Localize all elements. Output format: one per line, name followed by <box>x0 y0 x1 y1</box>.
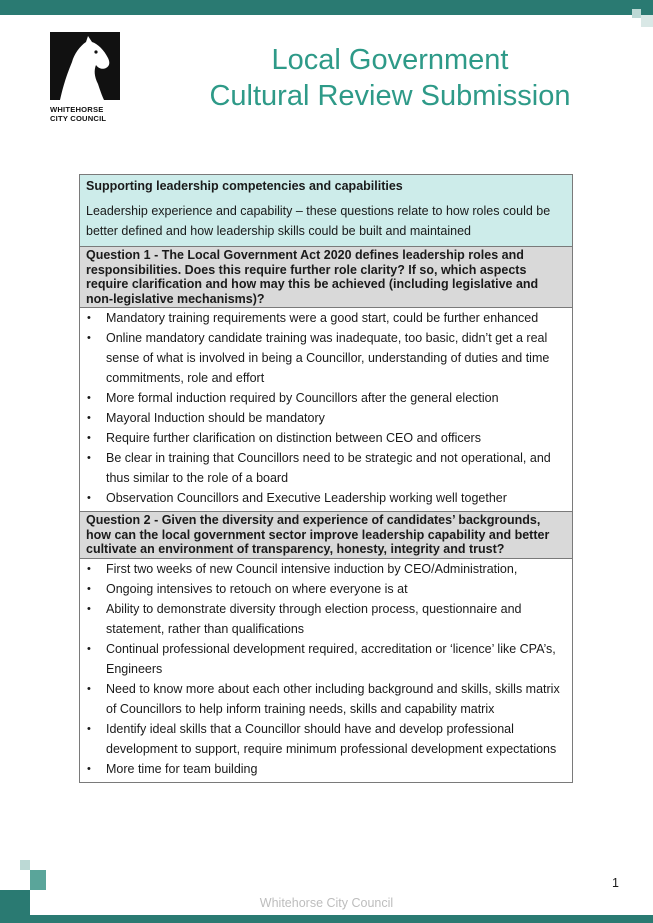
list-item: • First two weeks of new Council intensive induction by CEO/Administration, <box>86 559 566 579</box>
list-item: • Mandatory training requirements were a good start, could be further enhanced <box>86 308 566 328</box>
title-line-1: Local Government <box>271 44 509 76</box>
logo-name-line1: WHITEHORSE <box>50 105 104 114</box>
horse-head-icon <box>50 32 120 100</box>
logo-name-line2: CITY COUNCIL <box>50 114 107 123</box>
list-item: • More formal induction required by Councillors after the general election <box>86 388 566 408</box>
bottom-decor-bar <box>30 915 653 923</box>
submission-table <box>79 174 573 783</box>
title-line-2: Cultural Review Submission <box>209 80 571 112</box>
decor-square <box>641 15 653 27</box>
list-item: • Require further clarification on distinction between CEO and officers <box>86 428 566 448</box>
section-title: Supporting leadership competencies and capabilities <box>86 179 403 193</box>
question-1-heading: Question 1 - The Local Government Act 2020 defines leadership roles and responsibilities. Does this require further role clarity? If so, which aspects require clarification and how may this be achieved (including legislative and non-legislative mechanisms)? <box>80 247 572 308</box>
section-description: Leadership experience and capability – these questions relate to how roles could be better defined and how leadership skills could be built and maintained <box>86 204 551 238</box>
page-title <box>190 42 590 114</box>
list-item: • Continual professional development required, accreditation or ‘licence’ like CPA’s, Engineers <box>86 639 566 679</box>
decor-square <box>30 870 46 890</box>
council-logo <box>50 32 122 123</box>
list-item: • Need to know more about each other including background and skills, skills matrix of Councillors to help inform training needs, skills and capability matrix <box>86 679 566 719</box>
decor-square <box>632 9 641 18</box>
decor-square <box>20 860 30 870</box>
list-item: • Online mandatory candidate training was inadequate, too basic, didn’t get a real sense of what is involved in being a Councillor, understanding of duties and time commitments, role and effort <box>86 328 566 388</box>
question-1-answers <box>80 308 572 512</box>
question-2-answers <box>80 559 572 782</box>
section-header <box>80 175 572 247</box>
list-item: • Identify ideal skills that a Councillor should have and develop professional development to support, require minimum professional development expectations <box>86 719 566 759</box>
footer-text: Whitehorse City Council <box>259 896 394 910</box>
page-number: 1 <box>612 876 619 890</box>
list-item: • Be clear in training that Councillors need to be strategic and not operational, and thus similar to the role of a board <box>86 448 566 488</box>
list-item: • Mayoral Induction should be mandatory <box>86 408 566 428</box>
list-item: • Ability to demonstrate diversity through election process, questionnaire and statement, rather than qualifications <box>86 599 566 639</box>
list-item: • Ongoing intensives to retouch on where everyone is at <box>86 579 566 599</box>
list-item: • Observation Councillors and Executive Leadership working well together <box>86 488 566 508</box>
list-item: • More time for team building <box>86 759 566 779</box>
top-decor-bar <box>0 0 653 15</box>
question-2-heading: Question 2 - Given the diversity and experience of candidates’ backgrounds, how can the local government sector improve leadership capability and better cultivate an environment of transparency, honesty, integrity and trust? <box>80 512 572 559</box>
